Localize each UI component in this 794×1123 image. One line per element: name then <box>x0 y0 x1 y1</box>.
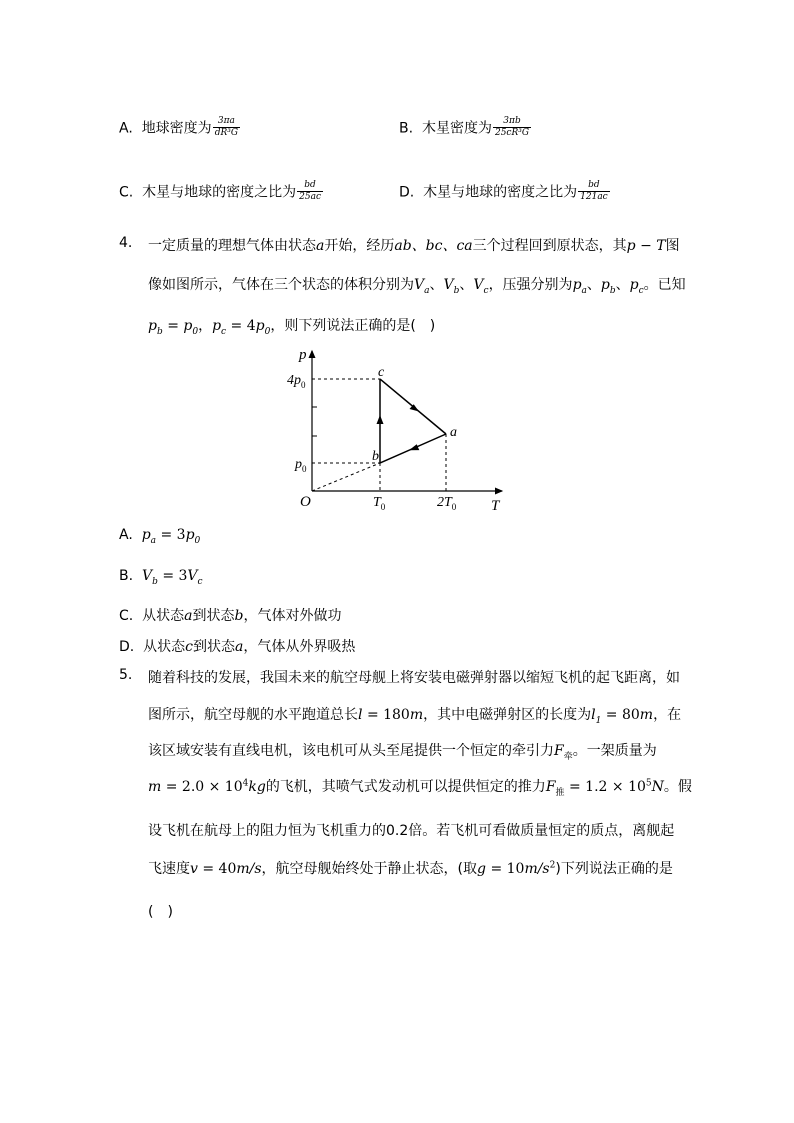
y-axis-label: p <box>299 347 307 363</box>
dash-origin-to-b <box>312 463 380 491</box>
point-label-c: c <box>378 365 385 380</box>
option-3a: A. 地球密度为 $\frac{3\pi a}{\text{dR³G}}$ <box>119 116 239 138</box>
q4-option-d: D. 从状态c到状态a，气体从外界吸热 <box>119 639 356 655</box>
q5-line-6: 飞速度v = 40m/s，航空母舰始终处于静止状态，(取$g = 10m/s^2$)下列说法正确的是 <box>148 860 673 877</box>
pt-diagram <box>285 343 510 515</box>
q5-line-3: 该区域安装有直线电机，该电机可从头至尾提供一个恒定的牵引力$F_牵$。一架质量为 <box>148 743 657 762</box>
q5-line-5: 设飞机在航母上的阻力恒为飞机重力的0.2倍。若飞机可看做质量恒定的质点，离舰起 <box>148 823 675 839</box>
q5-line-2: 图所示，航空母舰的水平跑道总长l = 180m，其中电磁弹射区的长度为$l_1 = 80m$，在 <box>148 707 682 726</box>
question-number-5: 5. <box>119 667 133 683</box>
x-axis-label: T <box>491 498 500 514</box>
question-number-4: 4. <box>119 235 133 251</box>
fraction: $\frac{3\pi a}{\text{dR³G}}$ <box>214 116 239 138</box>
q5-line-4: $m = 2.0 \times 10^4kg$的飞机，其喷气式发动机可以提供恒定的推力$F_推 = 1.2 \times 10^5N$。假 <box>148 778 692 798</box>
fraction: $\frac{bd}{25ac}$ <box>299 180 321 202</box>
q5-line-7: ( ) <box>148 904 173 920</box>
arrow-bc <box>377 415 384 424</box>
q4-line-3: $p_b = p_0$，$p_c = 4p_0$，则下列说法正确的是( ) <box>148 318 436 337</box>
fraction: $\frac{bd}{121ac}$ <box>580 180 608 202</box>
q4-line-2: 像如图所示，气体在三个状态的体积分别为$V_a$、$V_b$、$V_c$，压强分别为$p_a$、$p_b$、$p_c$。已知 <box>148 277 686 296</box>
point-label-b: b <box>372 449 379 464</box>
x-tick-2t0: $2T_0$ <box>437 495 457 512</box>
q4-option-a: A. $p_a = 3p_0$ <box>119 527 201 546</box>
arrow-ab <box>409 444 419 450</box>
q4-option-b: B. $V_b = 3V_c$ <box>119 568 203 587</box>
y-tick-4p0: $4p_0$ <box>287 373 306 390</box>
origin-label: O <box>300 494 311 510</box>
fraction: $\frac{3\pi b}{\text{25cR³G}}$ <box>494 116 530 138</box>
point-label-a: a <box>450 425 457 440</box>
q4-line-1: 一定质量的理想气体由状态a开始，经历ab、bc、ca三个过程回到原状态，其p − T图 <box>148 238 680 254</box>
option-3d: D. 木星与地球的密度之比为 $\frac{bd}{121ac}$ <box>399 180 608 202</box>
q5-line-1: 随着科技的发展，我国未来的航空母舰上将安装电磁弹射器以缩短飞机的起飞距离，如 <box>148 670 680 686</box>
q4-option-c: C. 从状态a到状态b，气体对外做功 <box>119 608 342 624</box>
x-tick-t0: $T_0$ <box>373 495 386 512</box>
option-3b: B. 木星密度为 $\frac{3\pi b}{\text{25cR³G}}$ <box>399 116 530 138</box>
option-3c: C. 木星与地球的密度之比为 $\frac{bd}{25ac}$ <box>119 180 321 202</box>
y-tick-p0: $p_0$ <box>295 457 307 474</box>
